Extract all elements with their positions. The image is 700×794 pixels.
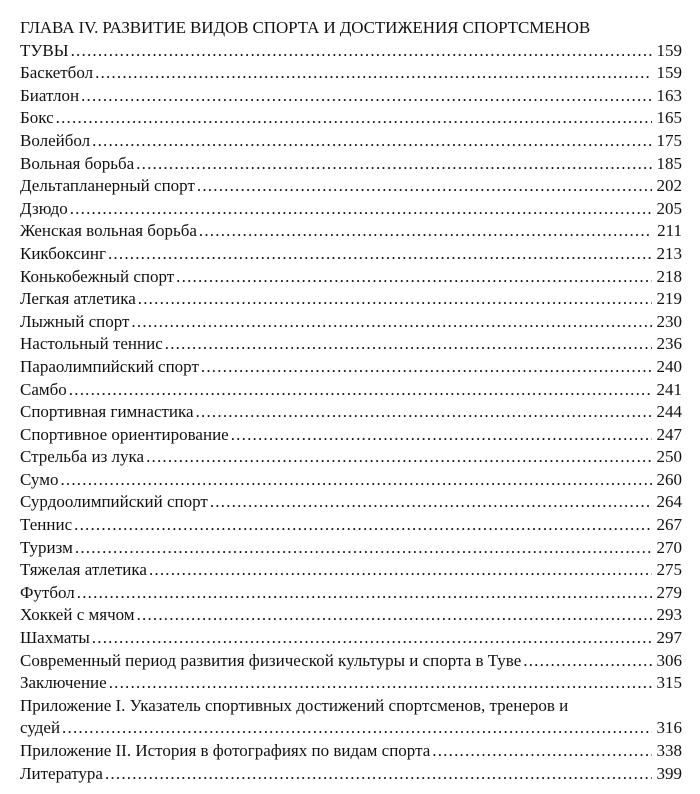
toc-entry-page-number: 211 [657, 221, 682, 241]
toc-entry [20, 379, 682, 402]
toc-entry-title: Приложение II. История в фотографиях по видам спорта [20, 741, 431, 760]
toc-entry [20, 311, 682, 334]
toc-entry-page-number: 185 [656, 153, 682, 173]
toc-entry-title: Дзюдо [20, 198, 68, 218]
dot-leader [62, 717, 652, 740]
dot-leader [136, 153, 652, 176]
dot-leader [199, 220, 652, 243]
toc-entry-title: Стрельба из лука [20, 447, 145, 467]
dot-leader [201, 356, 652, 379]
dot-leader [523, 650, 652, 673]
dot-leader [138, 288, 652, 311]
toc-entry [20, 401, 682, 424]
toc-entry [20, 220, 682, 243]
dot-leader [60, 469, 652, 492]
toc-entry-title: Легкая атлетика [20, 289, 136, 309]
toc-entry-page-number: 275 [656, 560, 682, 580]
dot-leader [69, 379, 652, 402]
toc-entry-page-number: 260 [656, 469, 682, 489]
toc-entry-title: Вольная борьба [20, 153, 135, 173]
toc-entry [20, 62, 682, 85]
dot-leader [92, 130, 652, 153]
toc-entry [20, 469, 682, 492]
toc-entry-page-number: 264 [656, 492, 682, 512]
toc-entry [20, 514, 682, 537]
dot-leader [92, 627, 652, 650]
toc-entry [20, 153, 682, 176]
toc-entry-page-number: 165 [656, 108, 682, 128]
toc-entry-page-number: 163 [656, 85, 682, 105]
chapter-page-number: 159 [656, 40, 682, 60]
toc-entry-page-number: 315 [656, 673, 682, 693]
toc-entry-title: Бокс [20, 108, 54, 128]
toc-entry-title: Футбол [20, 582, 75, 602]
toc-entry [20, 107, 682, 130]
toc-entry-page-number: 213 [656, 243, 682, 263]
dot-leader [196, 401, 652, 424]
dot-leader [210, 491, 652, 514]
toc-entry-title: Настольный теннис [20, 334, 163, 354]
toc-entry-title: Самбо [20, 379, 67, 399]
toc-entry [20, 356, 682, 379]
toc-entry [20, 582, 682, 605]
toc-entry-page-number: 159 [656, 63, 682, 83]
appendix-1-page-number: 316 [656, 718, 682, 738]
dot-leader [70, 198, 652, 221]
toc-entry [20, 198, 682, 221]
toc-entry-page-number: 230 [656, 311, 682, 331]
toc-entry [20, 559, 682, 582]
dot-leader [95, 62, 652, 85]
dot-leader [109, 672, 652, 695]
dot-leader [56, 107, 652, 130]
toc-entry [20, 85, 682, 108]
toc-entry-page-number: 270 [656, 537, 682, 557]
dot-leader [176, 266, 652, 289]
appendix-1-title: Приложение I. Указатель спортивных достижений спортсменов, тренеров и [20, 695, 569, 715]
toc-entry-page-number: 205 [656, 198, 682, 218]
toc-entry-page-number: 399 [656, 763, 682, 783]
chapter-title-continued: ТУВЫ [20, 40, 69, 60]
toc-entry-page-number: 202 [656, 176, 682, 196]
toc-entry-title: Параолимпийский спорт [20, 356, 199, 376]
toc-entry [20, 537, 682, 560]
toc-entry-title: Кикбоксинг [20, 243, 106, 263]
toc-entry-title: Теннис [20, 515, 73, 535]
toc-entry-page-number: 241 [656, 379, 682, 399]
toc-entry-title: Женская вольная борьба [20, 221, 197, 241]
toc-entry-page-number: 240 [656, 356, 682, 376]
toc-entry [20, 266, 682, 289]
toc-entry [20, 740, 682, 763]
dot-leader [77, 582, 652, 605]
toc-entry-title: Шахматы [20, 628, 90, 648]
chapter-title: ГЛАВА IV. РАЗВИТИЕ ВИДОВ СПОРТА И ДОСТИЖЕНИЯ СПОРТСМЕНОВ [20, 18, 591, 37]
toc-entry [20, 130, 682, 153]
toc-entry [20, 243, 682, 266]
toc-tail-entries [20, 740, 682, 785]
toc-entry-title: Сурдоолимпийский спорт [20, 492, 208, 512]
toc-entry-page-number: 306 [656, 650, 682, 670]
appendix-1-entry [20, 717, 682, 740]
toc-entry-title: Заключение [20, 673, 107, 693]
toc-entry-title: Тяжелая атлетика [20, 560, 147, 580]
dot-leader [108, 243, 652, 266]
toc-entry-title: Биатлон [20, 85, 80, 105]
appendix-1-title-continued: судей [20, 718, 61, 738]
toc-entry [20, 446, 682, 469]
chapter-title-entry [20, 40, 682, 63]
toc-entry-title: Конькобежный спорт [20, 266, 175, 286]
toc-entry-title: Лыжный спорт [20, 311, 130, 331]
toc-entries [20, 62, 682, 695]
dot-leader [105, 763, 652, 786]
dot-leader [165, 333, 652, 356]
toc-entry-page-number: 279 [656, 582, 682, 602]
toc-entry [20, 424, 682, 447]
toc-entry-page-number: 175 [656, 130, 682, 150]
toc-entry-page-number: 247 [656, 424, 682, 444]
toc-entry-page-number: 297 [656, 628, 682, 648]
toc-entry-title: Баскетбол [20, 63, 94, 83]
dot-leader [137, 604, 652, 627]
toc-entry-title: Сумо [20, 469, 59, 489]
toc-entry [20, 763, 682, 786]
toc-entry [20, 333, 682, 356]
dot-leader [432, 740, 652, 763]
dot-leader [71, 40, 652, 63]
toc-entry [20, 604, 682, 627]
toc-entry-page-number: 250 [656, 447, 682, 467]
dot-leader [81, 85, 652, 108]
toc-entry [20, 175, 682, 198]
toc-entry-title: Туризм [20, 537, 73, 557]
toc-entry-title: Литература [20, 763, 103, 783]
dot-leader [75, 537, 652, 560]
toc-entry-page-number: 244 [656, 402, 682, 422]
toc-entry-title: Спортивная гимнастика [20, 402, 194, 422]
toc-entry-page-number: 218 [656, 266, 682, 286]
toc-entry-title: Хоккей с мячом [20, 605, 135, 625]
dot-leader [231, 424, 652, 447]
dot-leader [146, 446, 652, 469]
toc-entry [20, 627, 682, 650]
dot-leader [197, 175, 652, 198]
toc-entry [20, 650, 682, 673]
toc-entry-page-number: 267 [656, 515, 682, 535]
toc-entry-title: Волейбол [20, 130, 91, 150]
toc-entry [20, 491, 682, 514]
toc-entry-page-number: 338 [656, 741, 682, 760]
toc-entry [20, 672, 682, 695]
toc-entry-page-number: 236 [656, 334, 682, 354]
dot-leader [149, 559, 652, 582]
toc-entry-title: Дельтапланерный спорт [20, 176, 195, 196]
toc-entry-page-number: 219 [656, 289, 682, 309]
dot-leader [131, 311, 652, 334]
toc-entry-title: Современный период развития физической культуры и спорта в Туве [20, 650, 522, 670]
dot-leader [74, 514, 652, 537]
toc-entry [20, 288, 682, 311]
toc-entry-title: Спортивное ориентирование [20, 424, 229, 444]
toc-entry-page-number: 293 [656, 605, 682, 625]
